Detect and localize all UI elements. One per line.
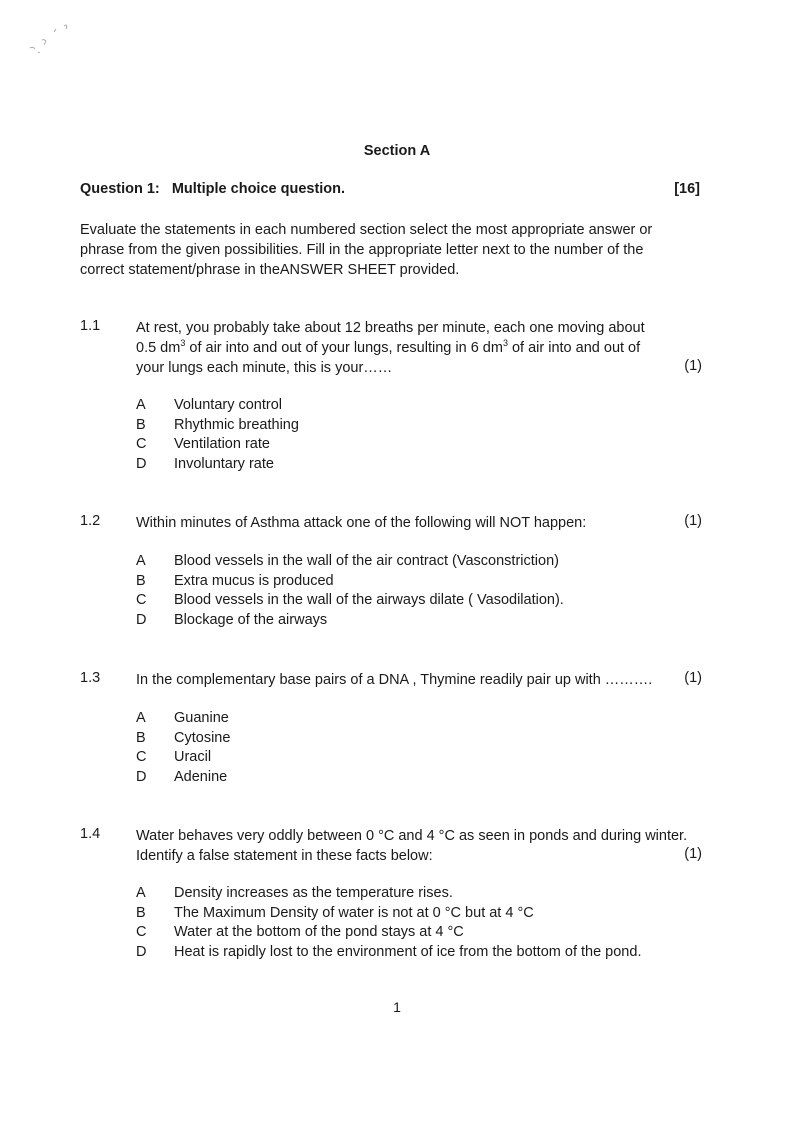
question-total-marks: [16] (674, 181, 700, 197)
question-text: Within minutes of Asthma attack one of the following will NOT happen: (136, 515, 587, 531)
question-marks: (1) (684, 670, 702, 686)
question-header (80, 181, 700, 197)
question-marks: (1) (684, 846, 702, 862)
question-title: Question 1: Multiple choice question. (80, 181, 346, 197)
question-number: 1.3 (80, 670, 101, 686)
question-text: Water behaves very oddly between 0 °C and 4 °C as seen in ponds and during winter. Identify a false statement in these facts below: (136, 828, 688, 864)
question-number: 1.2 (80, 513, 101, 529)
page-number: 1 (393, 999, 401, 1015)
question-marks: (1) (684, 513, 702, 529)
question-marks: (1) (684, 358, 702, 374)
question-text: In the complementary base pairs of a DNA , Thymine readily pair up with ………. (136, 672, 653, 688)
question-number: 1.4 (80, 826, 101, 842)
question-text: At rest, you probably take about 12 breaths per minute, each one moving about 0.5 $dm^3$ of air into and out of your lungs, resulting in 6 $dm^3$ of air into and out of your lungs each minute, this is your…… (136, 320, 645, 376)
scan-mark (22, 18, 82, 58)
instructions: Evaluate the statements in each numbered section select the most appropriate answer or phrase from the given possibilities. Fill in the appropriate letter next to the number of the correct statement/phrase in theANSWER SHEET provided. (80, 222, 653, 278)
section-title: Section A (363, 143, 431, 159)
question-number: 1.1 (80, 318, 101, 334)
